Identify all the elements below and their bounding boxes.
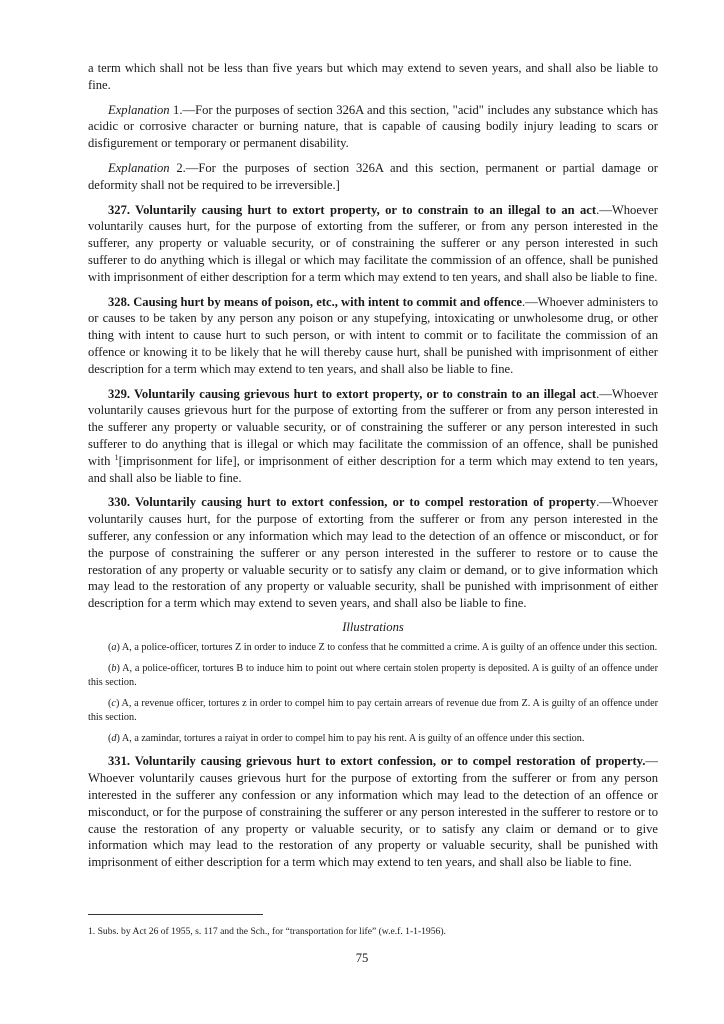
section-331-body: —Whoever voluntarily causes grievous hurt for the purpose of extorting from the sufferer or from any person interested in the sufferer any confession or any information which may lead to the detection of an offence or misconduct, or for the purpose of constraining the sufferer or any person interested in the sufferer to restore or to cause the restoration of any property or valuable security, or to satisfy any claim or demand or to give information which may lead to the restoration of any property or valuable security, shall be punished with imprisonment of either description for a term which may extend to ten years, and shall also be liable to fine.	[88, 754, 658, 870]
section-331-heading: 331. Voluntarily causing grievous hurt to extort confession, or to compel restoration of property.	[108, 754, 646, 769]
section-327-heading: 327. Voluntarily causing hurt to extort property, or to constrain to an illegal to an act	[108, 202, 597, 217]
illustration-text: A, a revenue officer, tortures z in order to compel him to pay certain arrears of revenue due from Z. A is guilty of an offence under this section.	[88, 698, 658, 723]
section-328-body: .—Whoever administers to or causes to be taken by any person any poison or any stupefying, intoxicating or unwholesome drug, or other thing with intent to cause hurt to such person, or with intent to commit or to facilitate the commission of an offence or knowing it to be likely that he will thereby cause hurt, shall be punished with imprisonment of either description for a term which may extend to ten years, and shall also be liable to fine.	[88, 294, 658, 376]
section-329-body-a: .—Whoever voluntarily causes grievous hurt for the purpose of extorting from the sufferer or from any person interested in the sufferer any property or valuable security, or of constraining the sufferer or any person interested in such sufferer to do anything that is illegal or which may facilitate the commission of an offence, shall be punished with	[88, 386, 658, 468]
document-page	[88, 60, 658, 879]
explanation-1-label: Explanation	[108, 102, 170, 117]
explanation-2-label: Explanation	[108, 160, 170, 175]
section-327	[88, 202, 658, 286]
illustration-d: (d) A, a zamindar, tortures a raiyat in order to compel him to pay his rent. A is guilty of an offence under this section.	[108, 732, 585, 744]
illustration-marker: b	[111, 663, 117, 675]
continuation-paragraph: a term which shall not be less than five years but which may extend to seven years, and shall also be liable to fine.	[88, 61, 658, 92]
explanation-2	[88, 160, 658, 194]
footnote: 1. Subs. by Act 26 of 1955, s. 117 and the Sch., for “transportation for life” (w.e.f. 1-1-1956).	[88, 926, 446, 937]
section-330	[88, 494, 658, 612]
section-329	[88, 386, 658, 487]
illustration-a: (a) A, a police-officer, tortures Z in order to induce Z to confess that he committed a crime. A is guilty of an offence under this section.	[108, 641, 658, 653]
section-330-body: .—Whoever voluntarily causes hurt, for the purpose of extorting from the sufferer or from any person interested in the sufferer, any confession or any information which may lead to the detection of an offence or misconduct, or for the purpose of constraining the sufferer or any person interested in the sufferer to restore or to cause the restoration of any property or valuable security or to satisfy any claim or demand, or to give information which may lead to the restoration of any property or valuable security, shall be punished with imprisonment of either description for a term which may extend to seven years, and shall also be liable to fine.	[88, 495, 658, 611]
explanation-1-text: 1.—For the purposes of section 326A and this section, "acid" includes any substance which has acidic or corrosive character or burning nature, that is capable of causing bodily injury leading to scars or disfigurement or temporary or permanent disability.	[88, 102, 658, 151]
illustration-b: (b) A, a police-officer, tortures B to induce him to point out where certain stolen property is deposited. A is guilty of an offence under this section.	[88, 663, 658, 688]
illustration-c: (c) A, a revenue officer, tortures z in order to compel him to pay certain arrears of revenue due from Z. A is guilty of an offence under this section.	[88, 698, 658, 723]
section-327-body: .—Whoever voluntarily causes hurt, for the purpose of extorting from the sufferer, or from any person interested in the sufferer, any property or valuable security, or of constraining the sufferer or any person interested in such sufferer to do anything which is illegal or which may facilitate the commission of an offence, shall be punished with imprisonment of either description for a term which may extend to ten years, and shall also be liable to fine.	[88, 202, 658, 284]
illustration-marker: c	[111, 698, 116, 710]
illustration-text: A, a police-officer, tortures Z in order to induce Z to confess that he committed a crime. A is guilty of an offence under this section.	[121, 641, 658, 653]
explanation-2-text: 2.—For the purposes of section 326A and this section, permanent or partial damage or deformity shall not be required to be irreversible.]	[88, 160, 658, 192]
footnote-reference[interactable]: 1	[114, 452, 119, 462]
footnote-divider	[88, 914, 263, 915]
section-328	[88, 294, 658, 378]
illustration-marker: a	[111, 641, 117, 653]
page-number: 75	[355, 951, 369, 965]
section-328-heading: 328. Causing hurt by means of poison, etc., with intent to commit and offence	[108, 294, 522, 309]
section-331	[88, 753, 658, 871]
explanation-1	[88, 102, 658, 152]
illustrations-title: Illustrations	[342, 619, 404, 634]
illustration-marker: d	[111, 732, 117, 744]
section-330-heading: 330. Voluntarily causing hurt to extort confession, or to compel restoration of property	[108, 495, 597, 510]
illustration-text: A, a zamindar, tortures a raiyat in order to compel him to pay his rent. A is guilty of an offence under this section.	[121, 732, 585, 744]
illustration-text: A, a police-officer, tortures B to induce him to point out where certain stolen property is deposited. A is guilty of an offence under this section.	[88, 663, 658, 688]
section-329-body-b: [imprisonment for life], or imprisonment of either description for a term which may extend to ten years, and shall also be liable to fine.	[88, 453, 658, 485]
section-329-heading: 329. Voluntarily causing grievous hurt to extort property, or to constrain to an illegal act	[108, 386, 597, 401]
